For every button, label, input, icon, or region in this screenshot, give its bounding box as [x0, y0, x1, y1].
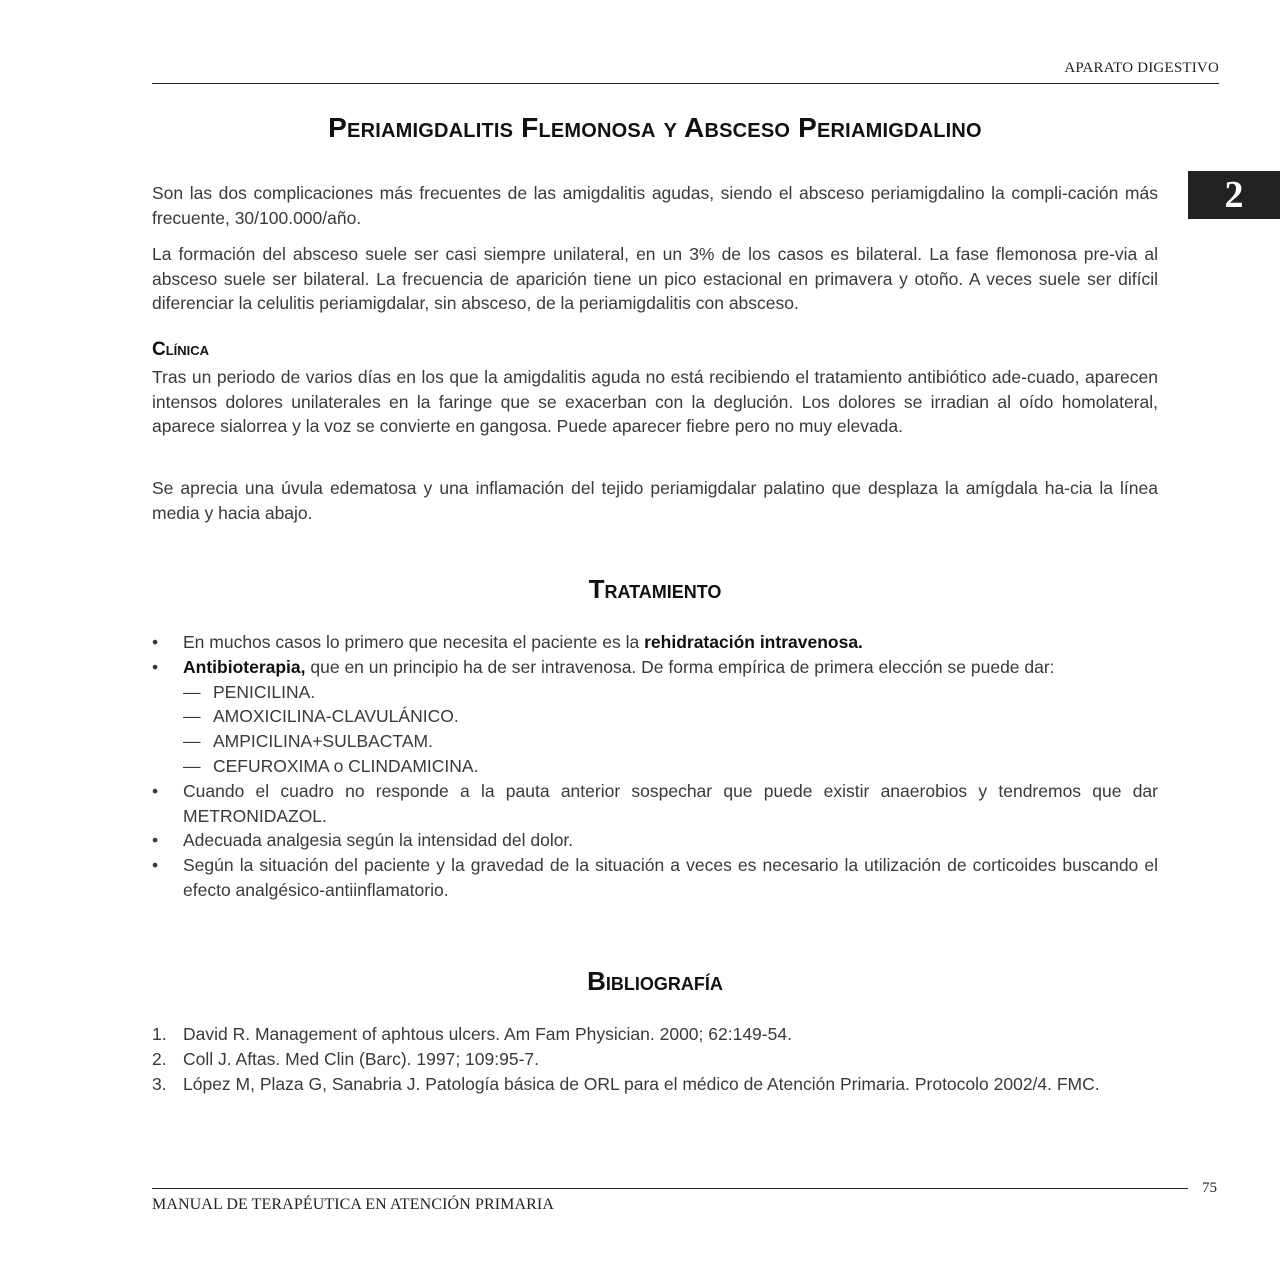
list-item-text: Según la situación del paciente y la gravedad de la situación a veces es necesario la utilización de corticoides buscando el efecto analgésico-antiinflamatorio.: [183, 855, 1158, 900]
tratamiento-heading: Tratamiento: [588, 574, 722, 604]
footer-book-title: MANUAL DE TERAPÉUTICA EN ATENCIÓN PRIMARIA: [152, 1196, 554, 1213]
list-item-text: Adecuada analgesia según la intensidad del dolor.: [183, 830, 574, 851]
chapter-tab: 2: [1188, 171, 1280, 219]
drug-name: PENICILINA.: [213, 681, 316, 702]
intro-paragraph-1: Son las dos complicaciones más frecuentes de las amigdalitis agudas, siendo el absceso periamigdalino la compli-cación más frecuente, 30/100.000/año.: [152, 183, 1158, 228]
page-number: 75: [1202, 1180, 1217, 1196]
list-item-text: Cuando el cuadro no responde a la pauta anterior sospechar que puede existir anaerobios y tendremos que dar METRONIDAZOL.: [183, 780, 1158, 826]
reference-number: 1.: [152, 1024, 167, 1044]
reference-text: David R. Management of aphtous ulcers. Am Fam Physician. 2000; 62:149-54.: [183, 1024, 792, 1044]
top-rule: [152, 83, 1219, 84]
drug-item: [183, 704, 1158, 729]
reference-number: 2.: [152, 1048, 167, 1069]
bottom-rule: [152, 1188, 1188, 1189]
reference-text: Coll J. Aftas. Med Clin (Barc). 1997; 109:95-7.: [183, 1048, 539, 1069]
tratamiento-list: [152, 630, 1158, 903]
drug-name: AMPICILINA+SULBACTAM.: [213, 731, 433, 752]
list-item: [152, 853, 1158, 903]
reference-number: 3.: [152, 1073, 167, 1094]
drug-item: [183, 754, 1158, 779]
dash-marker: —: [183, 681, 201, 702]
bullet: •: [152, 830, 159, 851]
clinica-paragraph-1: Tras un periodo de varios días en los que la amigdalitis aguda no está recibiendo el tratamiento antibiótico ade-cuado, aparecen intensos dolores unilaterales en la faringe que se exacerban con la deglución. Los dolores se irradian al oído homolateral, aparece sialorrea y la voz se convierte en gangosa. Puede aparecer fiebre pero no muy elevada.: [152, 367, 1158, 436]
list-item-text: En muchos casos lo primero que necesita el paciente es la: [183, 632, 645, 652]
bullet: •: [152, 855, 159, 876]
dash-marker: —: [183, 706, 201, 727]
bibliografia-list: [152, 1022, 1158, 1096]
bibliografia-heading: Bibliografía: [587, 966, 723, 996]
drug-list: [183, 680, 1158, 779]
list-item: [152, 828, 1158, 853]
reference-item: [152, 1047, 1158, 1072]
drug-name: AMOXICILINA-CLAVULÁNICO.: [213, 706, 459, 727]
reference-item: [152, 1022, 1158, 1047]
bullet: •: [152, 780, 159, 801]
drug-item: [183, 729, 1158, 754]
dash-marker: —: [183, 755, 201, 776]
clinica-heading: Clínica: [152, 339, 210, 360]
page-title: Periamigdalitis Flemonosa y Absceso Periamigdalino: [328, 112, 982, 143]
dash-marker: —: [183, 731, 201, 752]
intro-paragraph-2: La formación del absceso suele ser casi siempre unilateral, en un 3% de los casos es bilateral. La fase flemonosa pre-via al absceso suele ser bilateral. La frecuencia de aparición tiene un pico estacional en primavera y otoño. A veces suele ser difícil diferenciar la celulitis periamigdalar, sin absceso, de la periamigdalitis con absceso.: [152, 244, 1158, 313]
list-item: [152, 630, 1158, 655]
list-item-emphasis: rehidratación intravenosa.: [644, 632, 863, 652]
reference-item: [152, 1072, 1158, 1097]
clinica-paragraph-2: Se aprecia una úvula edematosa y una inflamación del tejido periamigdalar palatino que desplaza la amígdala ha-cia la línea media y hacia abajo.: [152, 478, 1158, 523]
bullet: •: [152, 632, 159, 652]
reference-text: López M, Plaza G, Sanabria J. Patología básica de ORL para el médico de Atención Primaria. Protocolo 2002/4. FMC.: [183, 1073, 1100, 1094]
list-item-text: que en un principio ha de ser intravenosa. De forma empírica de primera elección se puede dar:: [305, 656, 1055, 677]
list-item: [152, 655, 1158, 779]
drug-item: [183, 680, 1158, 705]
running-head: APARATO DIGESTIVO: [1064, 60, 1219, 76]
bullet: •: [152, 656, 159, 677]
drug-name: CEFUROXIMA o CLINDAMICINA.: [213, 755, 479, 776]
list-item: [152, 779, 1158, 829]
list-item-emphasis: Antibioterapia,: [183, 656, 306, 677]
